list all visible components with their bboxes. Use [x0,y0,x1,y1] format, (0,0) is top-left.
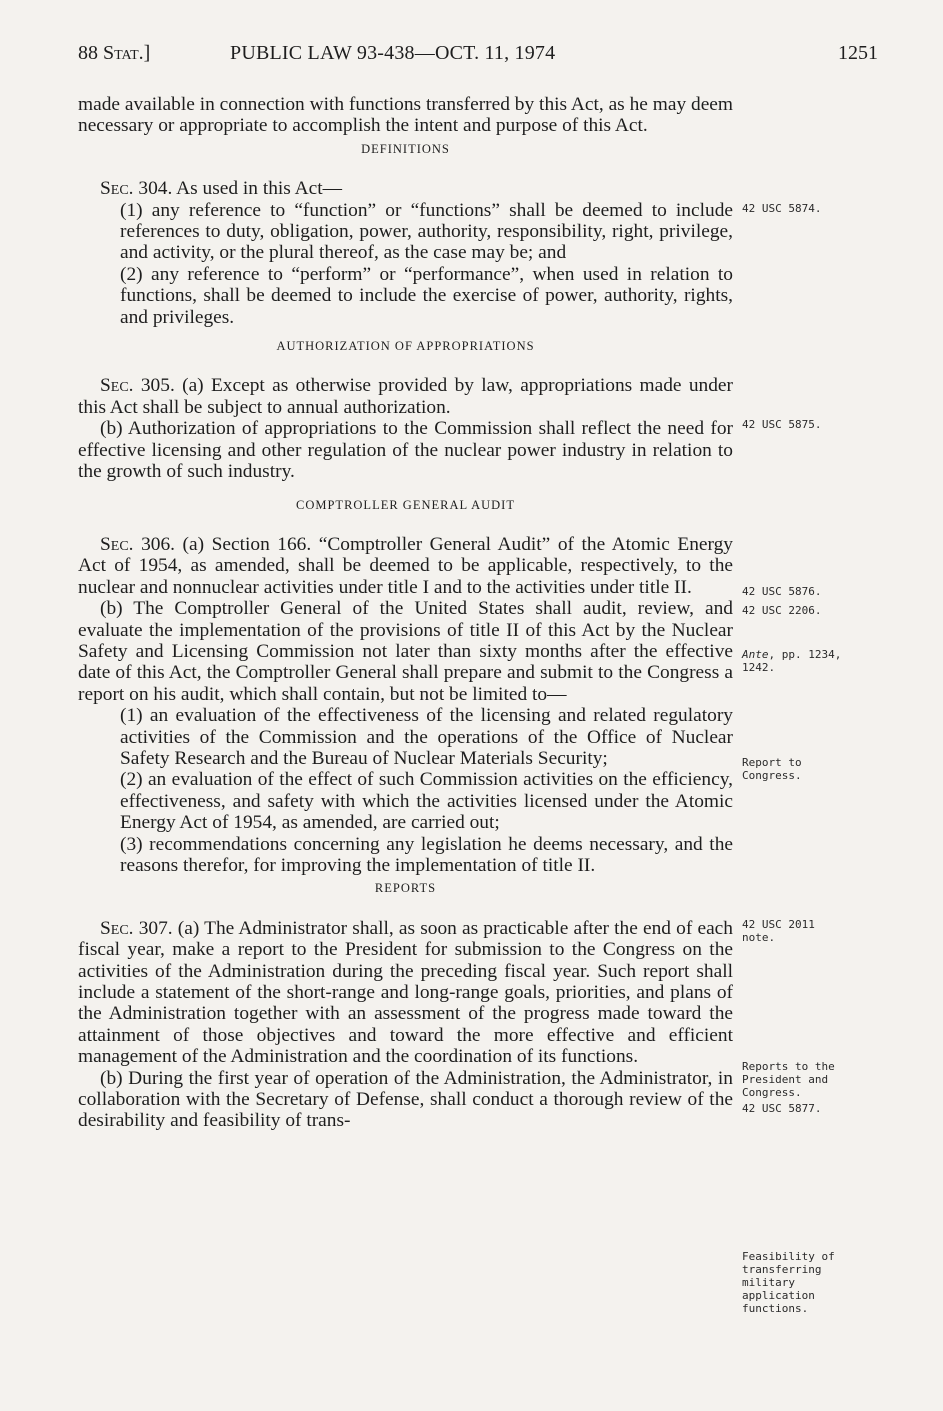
sec-306-a [78,534,733,598]
sec-306-item-1: (1) an evaluation of the effectiveness of the licensing and related regulatory activities of the Commission and the operations of the Office of Nuclear Safety Research and the Bureau of Nuclear Materials Security; [120,705,733,769]
sec-307-a [78,918,733,1068]
stat-label: Stat. [103,42,144,64]
sec-label: Sec. [100,917,134,939]
margin-note-ante [742,648,870,674]
margin-note-5874: 42 USC 5874. [742,202,822,215]
bracket: ] [143,42,151,64]
page-header [78,42,878,72]
margin-note-5877: 42 USC 5877. [742,1102,822,1115]
sec-307-a-text: 307. (a) The Administrator shall, as soon as practicable after the end of each fiscal year, make a report to the President for submission to the Congress on the activities of the Administration during the preceding fiscal year. Such report shall include a statement of the short-range and long-range goals, priorities, and plans of the Administration together with an assessment of the progress made toward the attainment of those objectives and toward the more effective and efficient management of the Administration and the coordination of its functions. [78,917,733,1068]
sec-307-b: (b) During the first year of operation of the Administration, the Administrator, in collaboration with the Secretary of Defense, shall conduct a thorough review of the desirability and feasibility of trans- [78,1067,733,1132]
sec-304-item-2: (2) any reference to “perform” or “performance”, when used in relation to functions, shall be deemed to include the exercise of power, authority, rights, and privileges. [120,263,733,328]
sec-label: Sec. [100,533,134,555]
margin-note-report-congress: Report to Congress. [742,756,802,782]
statute-citation [78,42,150,65]
sec-304-text: 304. As used in this Act— [138,178,343,200]
sec-306-item-2: (2) an evaluation of the effect of such Commission activities on the efficiency, effectiveness, and safety with which the activities licensed under the Atomic Energy Act of 1954, as amended, are carried out; [120,769,733,834]
margin-note-2011: 42 USC 2011 note. [742,918,815,944]
heading-reports: REPORTS [374,881,437,896]
sec-label: Sec. [100,178,134,200]
sec-306-a-text: 306. (a) Section 166. “Comptroller General Audit” of the Atomic Energy Act of 1954, as amended, shall be deemed to be applicable, respectively, to the nuclear and nonnuclear activities under title I and to the activities under title II. [78,533,733,598]
sec-305-a-text: 305. (a) Except as otherwise provided by law, appropriations made under this Act shall be subject to annual authorization. [78,375,733,418]
margin-note-5875: 42 USC 5875. [742,418,822,431]
sec-304-item-1: (1) any reference to “function” or “functions” shall be deemed to include references to duty, obligation, power, authority, responsibility, right, privilege, and activity, or the plural thereof, as the case may be; and [120,199,733,264]
heading-definitions: DEFINITIONS [361,141,450,156]
page-number: 1251 [838,42,878,64]
sec-305-b: (b) Authorization of appropriations to the Commission shall reflect the need for effective licensing and other regulation of the nuclear power industry in relation to the growth of such industry. [78,418,733,483]
running-title: PUBLIC LAW 93-438—OCT. 11, 1974 [230,42,556,64]
intro-paragraph: made available in connection with functions transferred by this Act, as he may deem necessary or appropriate to accomplish the intent and purpose of this Act. [78,94,733,137]
heading-audit: COMPTROLLER GENERAL AUDIT [296,497,515,512]
margin-note-5876: 42 USC 5876. [742,585,822,598]
margin-note-feasibility: Feasibility of transferring military application functions. [742,1250,835,1315]
volume-number: 88 [78,42,98,64]
margin-note-reports-president: Reports to the President and Congress. [742,1060,835,1099]
heading-authorization: AUTHORIZATION OF APPROPRIATIONS [276,339,535,354]
main-text [78,94,733,1132]
sec-304-lead [78,178,733,199]
margin-note-2206: 42 USC 2206. [742,604,822,617]
ante-rest: , pp. 1234, 1242. [742,648,842,674]
sec-label: Sec. [100,375,134,397]
ante-italic: Ante [742,648,769,661]
sec-306-b: (b) The Comptroller General of the United States shall audit, review, and evaluate the implementation of the provisions of title II of this Act by the Nuclear Safety and Licensing Commission not later than sixty months after the effective date of this Act, the Comptroller General shall prepare and submit to the Congress a report on his audit, which shall contain, but not be limited to— [78,598,733,705]
sec-305-a [78,375,733,418]
sec-306-item-3: (3) recommendations concerning any legislation he deems necessary, and the reasons therefor, for improving the implementation of title II. [120,833,733,876]
